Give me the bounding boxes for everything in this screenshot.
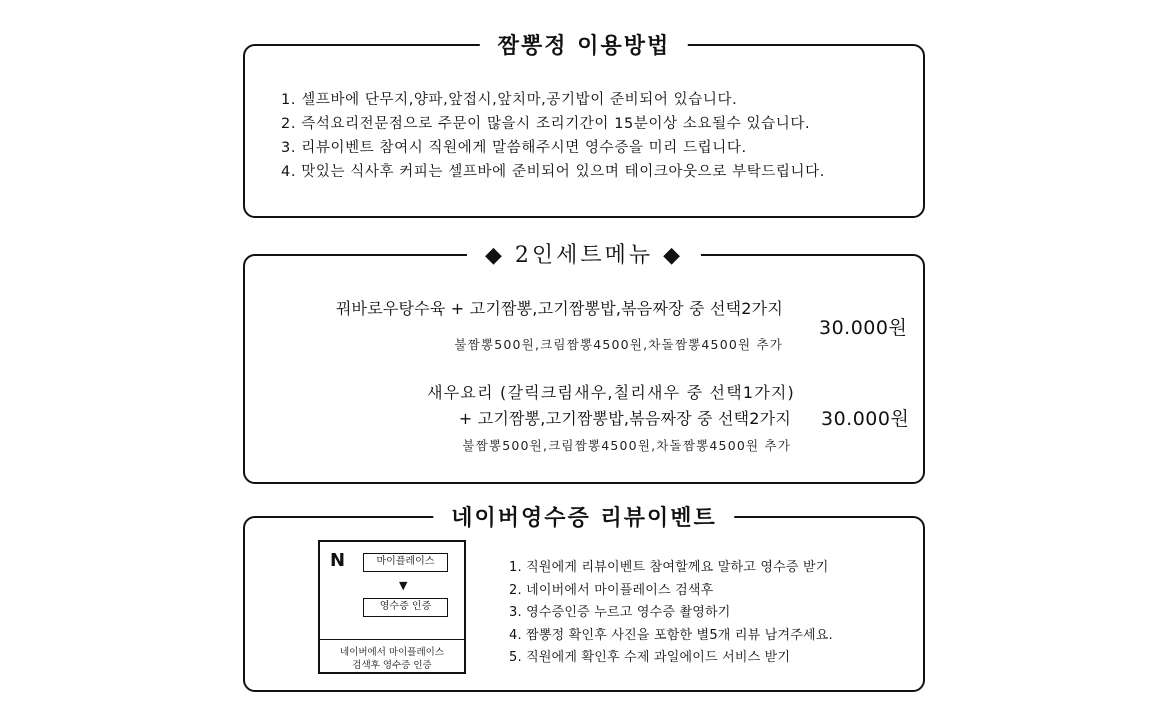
usage-rule: 1. 셀프바에 단무지,양파,앞접시,앞치마,공기밥이 준비되어 있습니다.	[281, 92, 738, 108]
review-step: 1. 직원에게 리뷰이벤트 참여할께요 말하고 영수증 받기	[509, 560, 829, 575]
diamond-icon: ◆	[663, 243, 684, 268]
naver-box-divider	[320, 639, 464, 640]
set-menu-panel	[243, 243, 925, 484]
review-event-title: 네이버영수증 리뷰이벤트	[433, 501, 734, 532]
naver-caption-line: 검색후 영수증 인증	[352, 660, 432, 671]
usage-guide-title: 짬뽕정 이용방법	[480, 29, 688, 60]
usage-rule: 3. 리뷰이벤트 참여시 직원에게 말씀해주시면 영수증을 미리 드립니다.	[281, 140, 747, 156]
arrow-down-icon: ▼	[399, 579, 408, 592]
naver-box-caption	[320, 646, 464, 672]
naver-guide-box	[318, 540, 466, 674]
review-steps-list	[509, 557, 833, 670]
review-step: 4. 짬뽕정 확인후 사진을 포함한 별5개 리뷰 남겨주세요.	[509, 627, 833, 643]
set-item-1-main: 꿔바로우탕수육 + 고기짬뽕,고기짬뽕밥,볶음짜장 중 선택2가지	[335, 299, 783, 318]
review-event-panel	[243, 505, 925, 692]
usage-rules-list	[281, 88, 825, 184]
usage-rule: 4. 맛있는 식사후 커피는 셀프바에 준비되어 있으며 테이크아웃으로 부탁드립니다.	[281, 164, 825, 180]
review-step: 3. 영수증인증 누르고 영수증 촬영하기	[509, 605, 731, 620]
myplace-button: 마이플레이스	[363, 553, 448, 572]
review-step: 5. 직원에게 확인후 수제 과일에이드 서비스 받기	[509, 650, 791, 665]
set-item-2-main: 새우요리 (갈릭크림새우,칠리새우 중 선택1가지)	[427, 383, 795, 402]
receipt-verify-button: 영수증 인증	[363, 598, 448, 617]
usage-rule: 2. 즉석요리전문점으로 주문이 많을시 조리기간이 15분이상 소요될수 있습니다.	[281, 116, 811, 132]
diamond-icon: ◆	[484, 243, 505, 268]
set-menu-title	[467, 238, 701, 269]
set-item-1-extra: 불짬뽕500원,크림짬뽕4500원,차돌짬뽕4500원 추가	[454, 337, 783, 352]
review-step: 2. 네이버에서 마이플레이스 검색후	[509, 582, 714, 598]
set-item-2-price: 30.000원	[821, 408, 910, 430]
naver-logo-icon: N	[330, 550, 346, 571]
set-menu-title-text: 2인세트메뉴	[514, 243, 654, 268]
naver-caption-line: 네이버에서 마이플레이스	[340, 647, 444, 658]
set-item-2-main-cont: + 고기짬뽕,고기짬뽕밥,볶음짜장 중 선택2가지	[458, 409, 791, 428]
usage-guide-panel	[243, 33, 925, 218]
set-item-2-extra: 불짬뽕500원,크림짬뽕4500원,차돌짬뽕4500원 추가	[462, 438, 791, 453]
set-item-1-price: 30.000원	[819, 317, 908, 339]
